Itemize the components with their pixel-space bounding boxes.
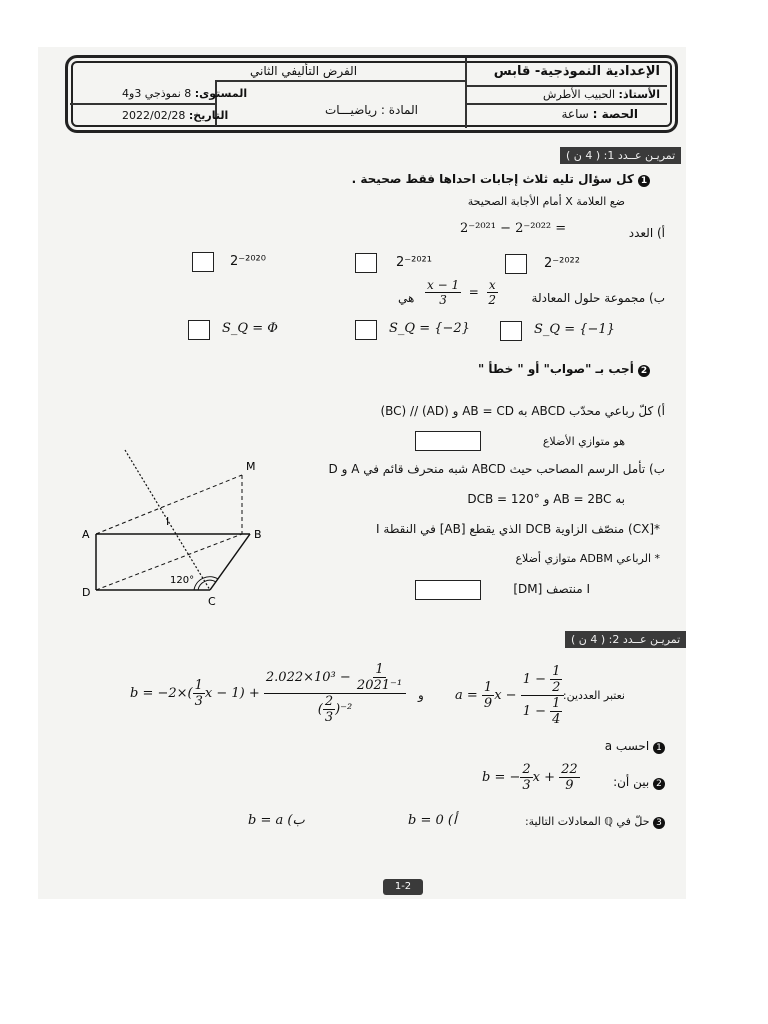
date-value: 2022/02/28 [122, 109, 186, 122]
ex1-qb-is: هي [398, 291, 415, 305]
ex1-qb-option-3: S_Q = {−1} [534, 322, 615, 337]
level-label: المستوى: [194, 87, 248, 100]
label-D: D [82, 586, 91, 599]
page-number: 1-2 [383, 879, 423, 895]
ex1-q2a-line2: هو متوازي الأضلاع [542, 435, 625, 448]
exercise1-banner: تمريـن عــدد 1: ( 4 ن ) [560, 147, 681, 164]
ex1-qa-option-3: 2⁻²⁰²² [544, 256, 580, 271]
label-M: M [246, 460, 256, 473]
ex2-q3-number: 3 [653, 817, 665, 829]
ex1-qb-label: ب) مجموعة حلول المعادلة [531, 291, 665, 305]
ex2-q3b: ب) b = a [248, 813, 305, 828]
ex1-qb-option-2: S_Q = {−2} [389, 321, 470, 336]
ex1-qa-option-3-checkbox[interactable] [505, 254, 527, 274]
ex1-q1 [352, 172, 650, 187]
teacher-name: الحبيب الأطرش [543, 88, 616, 101]
ex1-qa-option-1-checkbox[interactable] [192, 252, 214, 272]
ex2-q1-number: 1 [653, 742, 665, 754]
ex2-intro: نعتبر العددين: [562, 689, 625, 702]
ex1-q2b-star1: *[CX) منصّف الزاوية DCB الذي يقطع [AB] في النقطة I [376, 522, 660, 536]
ex2-a-definition: a = $\frac{1}{9}$ x − 1 − $\frac{1}{2}$ 1 − $\frac{1}{4}$ [455, 664, 564, 727]
ex1-qb-option-1: S_Q = Φ [222, 321, 278, 336]
ex2-q2 [613, 775, 665, 790]
ex1-q2b-line3: I منتصف [DM] [513, 582, 590, 596]
teacher-label: الأستاذ: [618, 88, 660, 101]
duration-value: ساعة [561, 107, 589, 121]
ex1-qa-option-1: 2⁻²⁰²⁰ [230, 254, 266, 269]
ex1-qb-equation: $\frac{x - 1}{3}$ = $\frac{x}{2}$ [427, 278, 497, 307]
geometry-figure [70, 445, 280, 615]
ex2-q1 [605, 739, 665, 754]
ex1-q2 [478, 362, 650, 377]
ex2-q3a: أ) b = 0 [408, 813, 457, 828]
ex1-qb-option-3-checkbox[interactable] [500, 321, 522, 341]
ex1-qa-option-2: 2⁻²⁰²¹ [396, 255, 432, 270]
segment-DB [96, 534, 242, 590]
ex2-q3-text: حلّ في ℚ المعادلات التالية: [524, 815, 650, 828]
ex2-b-definition: b = −2×( $\frac{1}{3}$ x − 1) + 2.022×10³ − $\frac{1}{\text{2021⁻¹}}$ ( $\frac{2}{3}$ )⁻² [130, 662, 406, 725]
ex1-q2a-text: أ) كلّ رباعي محدّب ABCD به AB = CD و (AD) // (BC) [380, 404, 665, 418]
ex2-q2-expr: b = − $\frac{2}{3}$ x + $\frac{22}{9}$ [482, 762, 578, 793]
ex1-qb-left-den: 3 [439, 293, 447, 307]
ex1-q1-number: 1 [638, 175, 650, 187]
duration-label: الحصة : [592, 107, 638, 121]
ex1-q1-text: كل سؤال تليه ثلاث إجابات احداها فقط صحيحة . [351, 172, 634, 186]
header-divider [465, 58, 467, 128]
ex1-qb-right-den: 2 [488, 293, 497, 307]
ex1-qa-option-2-checkbox[interactable] [355, 253, 377, 273]
ex1-q2-number: 2 [638, 365, 650, 377]
ex1-q2b-answer-box[interactable] [415, 580, 481, 600]
label-I: I [166, 515, 170, 528]
label-C: C [208, 595, 216, 608]
ex1-q2b-text: ب) تأمل الرسم المصاحب حيث ABCD شبه منحرف قائم في A و D [328, 462, 665, 476]
header-divider-h4 [467, 103, 667, 105]
ex1-q2a-answer-box[interactable] [415, 431, 481, 451]
ex1-qa-expr: 2⁻²⁰²¹ − 2⁻²⁰²² = [460, 221, 567, 236]
ex1-qb-option-1-checkbox[interactable] [188, 320, 210, 340]
label-B: B [254, 528, 262, 541]
date-line [122, 109, 228, 122]
level-line [122, 87, 247, 100]
ex1-qb-option-2-checkbox[interactable] [355, 320, 377, 340]
exercise2-banner: تمريـن عــدد 2: ( 4 ن ) [565, 631, 686, 648]
ex1-q2b-star2: * الرباعي ADBM متوازي أضلاع [515, 552, 660, 565]
level-value: 8 نموذجي 3و4 [122, 87, 192, 100]
header-divider-h [215, 80, 467, 82]
ex1-q2-text: أجب بـ "صواب" أو " خطأ " [477, 362, 634, 376]
teacher-line [543, 88, 660, 101]
label-A: A [82, 528, 90, 541]
school-name: الإعدادية النموذجية- قابس [493, 64, 660, 79]
header-divider-h2 [70, 103, 216, 105]
ex1-q1-instruction: ضع العلامة X أمام الأجابة الصحيحة [467, 195, 625, 208]
header-divider-h3 [467, 85, 667, 87]
ex2-q2-text: بين أن: [613, 775, 650, 789]
ex2-q1-text: احسب a [604, 739, 650, 753]
label-angle: 120° [170, 575, 195, 586]
date-label: التاريخ: [188, 109, 229, 122]
ex1-qb-right-num: x [488, 278, 496, 292]
subject: المادة : رياضيـــات [325, 103, 418, 117]
ex1-qb-left-num: x − 1 [427, 278, 460, 292]
ex2-and: و [418, 688, 424, 702]
ex2-q3 [525, 815, 665, 829]
duration-line [562, 107, 639, 121]
ex2-q2-number: 2 [653, 778, 665, 790]
ex1-qa-label: أ) العدد [628, 226, 665, 240]
exam-title: الفرض التأليفي الثاني [250, 64, 358, 78]
ex1-q2b-line2: به AB = 2BC و DCB = 120° [467, 492, 625, 506]
